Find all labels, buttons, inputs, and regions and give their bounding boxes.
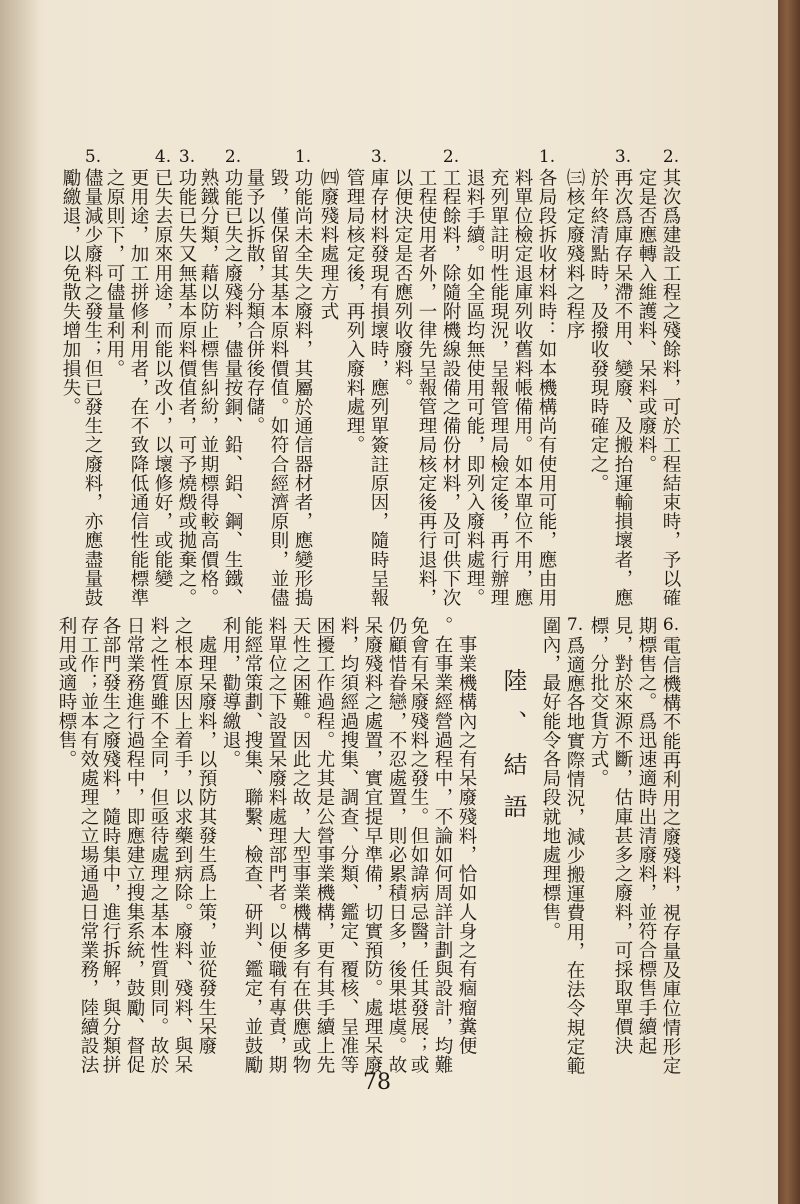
text-column: 免會有呆廢殘料之發生。但如諱病忌醫，任其發展；或 [408,616,429,1075]
item-number: 7. [566,615,584,635]
text-column: 更用途，加工拼修利用者，在不致降低通信性能標準 [128,168,149,608]
item-number: 1. [538,147,556,167]
text-column: 毀，僅保留其基本原料價值。如符合經濟原則，並儘 [268,168,289,608]
text-column: 再次爲庫存呆滯不用、變廢、及搬抬運輸損壞者，應 [612,168,633,608]
text-column: 存工作；並本有效處理之立場通過日常業務，陸續設法 [78,616,99,1075]
text-column: 以便決定是否應列收廢料。 [392,168,413,398]
text-column: 管理局核定後，再列入廢料處理。 [344,168,365,455]
text-column: 見，對於來源不斷，估庫甚多之廢料，可採取單價決 [612,616,633,1056]
text-column: 標，分批交貨方式。 [588,616,609,788]
item-number: 5. [84,147,102,167]
text-column: 功能已失又無基本原料價值者，可予燒燬或拋棄之。 [176,168,197,608]
text-column: 期標售之。爲迅速適時出清廢料，並符合標售手續起 [636,616,657,1056]
item-number: 2. [442,147,460,167]
text-column: 各部門發生之廢殘料，隨時集中，進行拆解，與分類拼 [100,616,121,1075]
item-number: 4. [154,147,172,167]
item-number: 3. [614,147,632,167]
text-column: 利用，勸導繳退。 [220,616,241,769]
text-column: 料，均須經過搜集、調查、分類、鑑定、覆核、呈准等 [338,616,359,1075]
text-column: 料單位之下設置呆廢料處理部門者。以便職有專責，期 [266,616,287,1075]
text-column: 勵繳退，以免散失增加損失。 [60,168,81,417]
item-number: 3. [370,147,388,167]
item-number: 1. [294,147,312,167]
page-number: 78 [363,1070,391,1095]
text-column: 熟鐵分類，藉以防止標售糾紛，並期標得較高價格。 [198,168,219,608]
text-column: ㈢核定廢殘料之程序 [564,168,585,340]
text-column: 量予以拆散，分類合併後存儲。 [244,168,265,436]
text-column: 料單位檢定退庫列收舊料帳備用。如本單位不用，應 [512,168,533,608]
text-column: 呆廢殘料之處置，實宜提早準備，切實預防。處理呆廢 [362,616,383,1075]
text-column: 已失去原來用途，而能以改小，以壞修好，或能變 [152,168,173,589]
text-column: 爲適應各地實際情況，減少搬運費用，在法令規定範 [564,636,585,1076]
text-column: 其次爲建設工程之殘餘料，可於工程結束時，予以確 [660,168,681,608]
text-column: 工程使用者外，一律先呈報管理局核定後再行退料， [416,168,437,608]
text-column: 圍內，最好能令各局段就地處理標售。 [540,616,561,941]
book-spine [778,0,800,1204]
text-column: 天性之困難。因此之故，大型事業機構多有在供應或物 [290,616,311,1075]
text-column: 處理呆廢料，以預防其發生爲上策，並從發生呆廢 [196,616,217,1056]
text-column: 利用或適時標售。 [56,616,77,769]
text-column: 仍顧惜眷戀，不忍處置，則必累積日多，後果堪虞。故 [386,616,407,1075]
item-number: 6. [662,615,680,635]
text-column: 功能尚未全失之廢料，其屬於通信器材者，應變形搗 [292,168,313,608]
text-column: 定是否應轉入維護料、呆料或廢料。 [636,168,657,474]
text-column: 電信機構不能再利用之廢殘料，視存量及庫位情形定 [660,636,681,1076]
item-number: 3. [178,147,196,167]
text-column: 功能已失之廢殘料，儘量按銅、鉛、鋁、鋼、生鐵、 [222,168,243,608]
text-column: 庫存材料發現有損壞時，應列單簽註原因，隨時呈報 [368,168,389,608]
section-heading: 陸、結語 [499,668,527,836]
item-number: 2. [224,147,242,167]
text-column: 事業機構內之有呆廢殘料，恰如人身之有痼瘤糞便 [456,616,477,1056]
page-gutter-shadow [0,0,40,1204]
text-column: 之根本原因上着手，以求藥到病除。廢料、殘料、與呆 [172,616,193,1075]
text-column: 充列單註明性能現況，呈報管理局檢定後，再行辦理 [488,168,509,608]
text-column: 料之性質雖不全同，但亟待處理之基本性質則同。故於 [148,616,169,1075]
text-column: 儘量減少廢料之發生；但已發生之廢料，亦應盡量鼓 [82,168,103,608]
text-column: 。在事業經營過程中，不論如何周詳計劃與設計，均難 [432,616,453,1075]
item-number: 2. [662,147,680,167]
text-column: 能經常策劃、搜集、聯繫、檢查、研判、鑑定，並鼓勵 [242,616,263,1075]
text-column: 之原則下，可儘量利用。 [104,168,125,379]
text-column: 退料手續。如全區均無使用可能，即列入廢料處理。 [464,168,485,608]
text-column: 困擾工作過程。尤其是公營事業機構，更有其手續上先 [314,616,335,1075]
text-column: 於年終清點時，及撥收發現時確定之。 [588,168,609,493]
text-column: 日常業務進行過程中，即應建立搜集系統，鼓勵、督促 [124,616,145,1075]
text-column: 各局段拆收材料時：如本機構尚有使用可能，應由用 [536,168,557,608]
text-column: ㈣廢殘料處理方式 [318,168,339,321]
text-column: 工程餘料，除隨附機線設備之備份材料，及可供下次 [440,168,461,608]
